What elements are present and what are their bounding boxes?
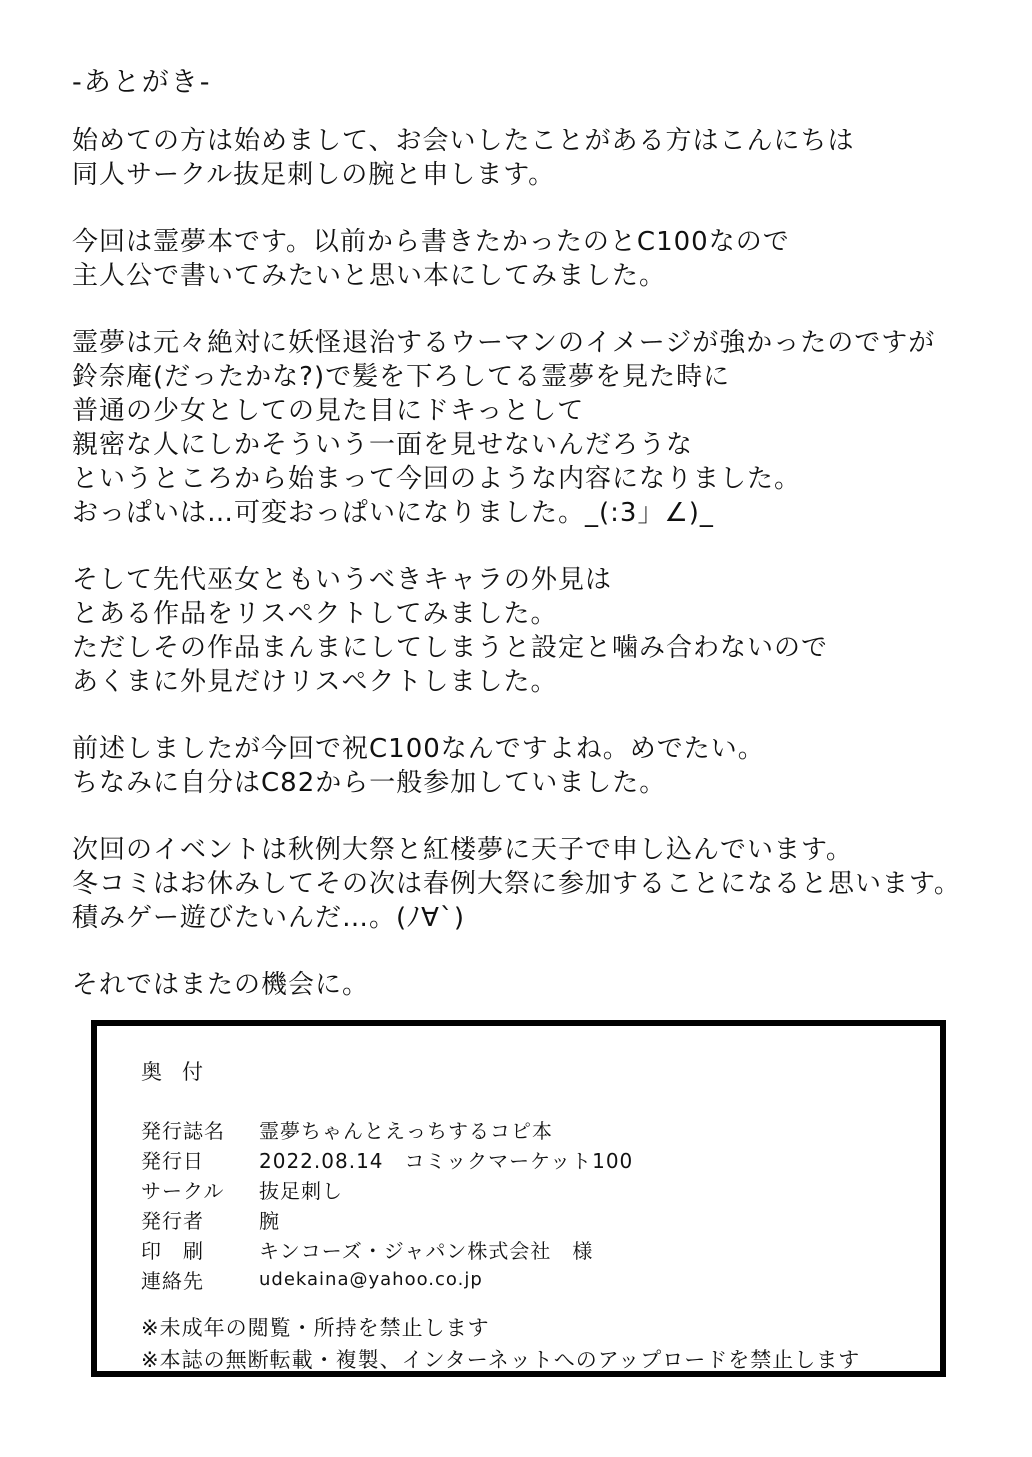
colophon-value: 抜足刺し [259,1178,343,1203]
afterword-body [72,124,1012,1035]
colophon-title: 奥付 [141,1060,223,1084]
afterword-line: ちなみに自分はC82から一般参加していました。 [72,768,667,798]
afterword-line: 前述しましたが今回で祝C100なんですよね。めでたい。 [72,734,765,764]
afterword-line: それではまたの機会に。 [72,970,370,1000]
afterword-paragraph [72,968,1012,1002]
colophon-label: サークル [141,1178,225,1203]
colophon-row-contact [141,1264,633,1294]
colophon-value: 腕 [259,1208,280,1233]
afterword-line: ただしその作品まんまにしてしまうと設定と噛み合わないので [72,633,829,663]
afterword-heading: -あとがき- [72,67,212,98]
afterword-paragraph [72,833,1012,935]
afterword-line: 親密な人にしかそういう一面を見せないんだろうな [72,430,694,460]
afterword-line: 次回のイベントは秋例大祭と紅楼夢に天子で申し込んでいます。 [72,835,853,865]
afterword-paragraph [72,563,1012,699]
colophon-value: 2022.08.14 コミックマーケット100 [259,1148,634,1173]
colophon-row-title [141,1114,633,1144]
afterword-line: おっぱいは…可変おっぱいになりました。_(:3」∠)_ [72,498,714,528]
notice-line: ※未成年の閲覧・所持を禁止します [141,1316,490,1340]
colophon-label: 発行誌名 [141,1118,225,1143]
afterword-paragraph [72,225,1012,293]
colophon-row-publisher [141,1204,633,1234]
afterword-line: 積みゲー遊びたいんだ…。(ﾉ∀`) [72,903,466,933]
afterword-line: あくまに外見だけリスペクトしました。 [72,667,558,697]
afterword-line: 普通の少女としての見た目にドキっとして [72,396,585,426]
colophon-value: 霊夢ちゃんとえっちするコピ本 [259,1118,553,1143]
colophon-label: 発行日 [141,1148,204,1173]
colophon-value: キンコーズ・ジャパン株式会社 様 [259,1238,594,1263]
colophon-notes [141,1312,860,1376]
notice-line: ※本誌の無断転載・複製、インターネットへのアップロードを禁止します [141,1348,861,1372]
colophon-rows [141,1114,633,1294]
afterword-line: というところから始まって今回のような内容になりました。 [72,464,802,494]
afterword-line: 始めての方は始めまして、お会いしたことがある方はこんにちは [72,126,855,156]
afterword-line: 冬コミはお休みしてその次は春例大祭に参加することになると思います。 [72,869,961,899]
colophon-row-printer [141,1234,633,1264]
afterword-line: 主人公で書いてみたいと思い本にしてみました。 [72,261,667,291]
colophon-label: 連絡先 [141,1268,204,1293]
afterword-line: とある作品をリスペクトしてみました。 [72,599,558,629]
afterword-line: そして先代巫女ともいうべきキャラの外見は [72,565,613,595]
afterword-paragraph [72,326,1012,530]
afterword-line: 同人サークル抜足刺しの腕と申します。 [72,160,556,190]
colophon-label: 発行者 [141,1208,204,1233]
afterword-paragraph [72,124,1012,192]
colophon-box [91,1020,946,1377]
colophon-row-date [141,1144,633,1174]
colophon-row-circle [141,1174,633,1204]
contact-email: udekaina@yahoo.co.jp [259,1268,483,1290]
colophon-label: 印 刷 [141,1238,204,1263]
afterword-line: 今回は霊夢本です。以前から書きたかったのとC100なので [72,227,790,257]
afterword-paragraph [72,732,1012,800]
afterword-line: 鈴奈庵(だったかな?)で髪を下ろしてる霊夢を見た時に [72,362,731,392]
afterword-line: 霊夢は元々絶対に妖怪退治するウーマンのイメージが強かったのですが [72,328,936,358]
